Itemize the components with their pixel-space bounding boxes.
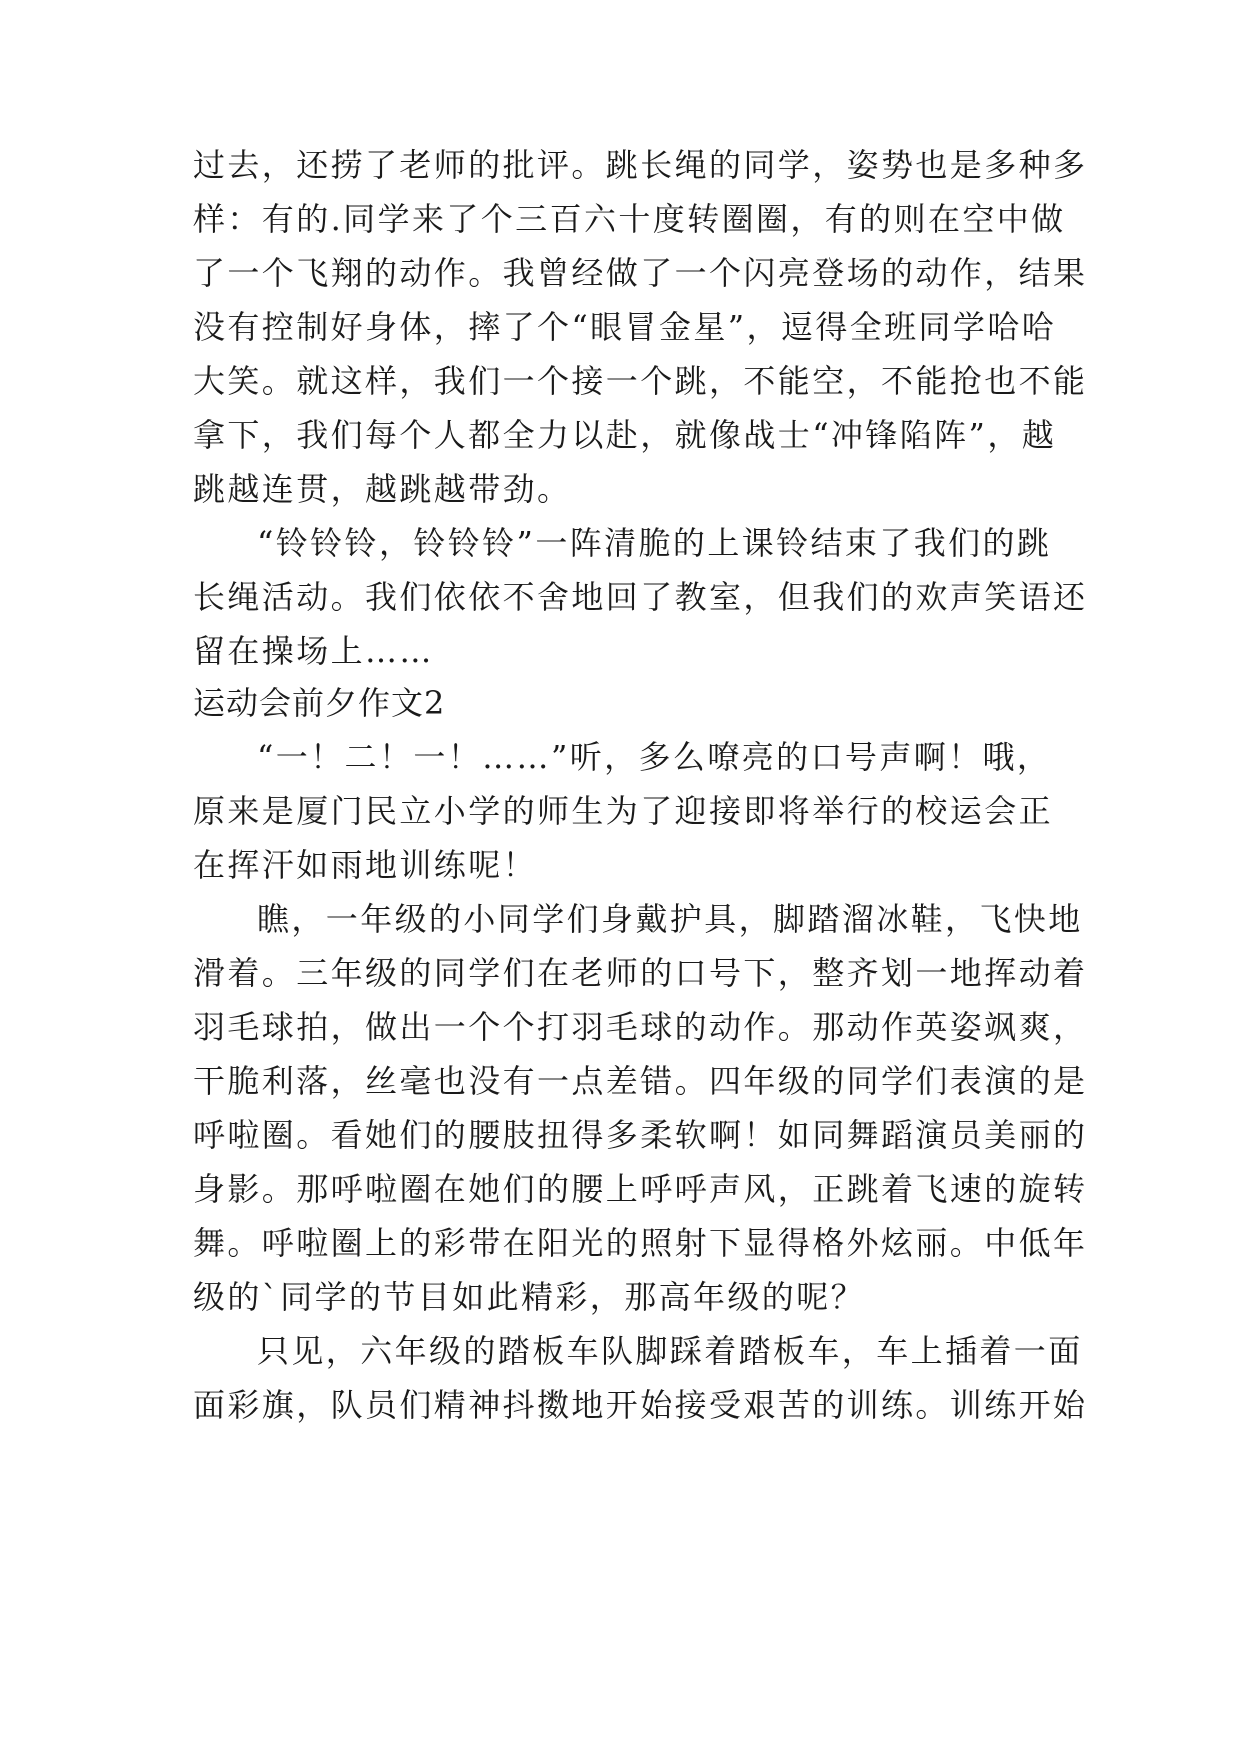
text-line: 级的`同学的节目如此精彩，那高年级的呢？ bbox=[193, 1278, 866, 1316]
text-line: 原来是厦门民立小学的师生为了迎接即将举行的校运会正 bbox=[193, 792, 1054, 830]
paragraph-first-line: “铃铃铃，铃铃铃”一阵清脆的上课铃结束了我们的跳 bbox=[257, 524, 1052, 562]
text-line: 拿下，我们每个人都全力以赴，就像战士“冲锋陷阵”，越 bbox=[193, 416, 1057, 454]
text-line: 滑着。三年级的同学们在老师的口号下，整齐划一地挥动着 bbox=[193, 954, 1088, 992]
text-line: 舞。呼啦圈上的彩带在阳光的照射下显得格外炫丽。中低年 bbox=[193, 1224, 1088, 1262]
text-line: 跳越连贯，越跳越带劲。 bbox=[193, 470, 572, 508]
section-heading: 运动会前夕作文2 bbox=[193, 684, 446, 722]
text-line: 样：有的.同学来了个三百六十度转圈圈，有的则在空中做 bbox=[193, 200, 1066, 238]
text-line: 在挥汗如雨地训练呢！ bbox=[193, 846, 538, 884]
text-line: 长绳活动。我们依依不舍地回了教室，但我们的欢声笑语还 bbox=[193, 578, 1088, 616]
text-line: 了一个飞翔的动作。我曾经做了一个闪亮登场的动作，结果 bbox=[193, 254, 1088, 292]
text-line: 羽毛球拍，做出一个个打羽毛球的动作。那动作英姿飒爽， bbox=[193, 1008, 1088, 1046]
paragraph-first-line: 只见，六年级的踏板车队脚踩着踏板车，车上插着一面 bbox=[257, 1332, 1083, 1370]
text-line: 呼啦圈。看她们的腰肢扭得多柔软啊！如同舞蹈演员美丽的 bbox=[193, 1116, 1088, 1154]
text-line: 身影。那呼啦圈在她们的腰上呼呼声风，正跳着飞速的旋转 bbox=[193, 1170, 1088, 1208]
paragraph-first-line: 瞧，一年级的小同学们身戴护具，脚踏溜冰鞋，飞快地 bbox=[257, 900, 1083, 938]
text-line: 干脆利落，丝毫也没有一点差错。四年级的同学们表演的是 bbox=[193, 1062, 1088, 1100]
paragraph-first-line: “一！二！一！……”听，多么嘹亮的口号声啊！哦， bbox=[257, 738, 1052, 776]
text-line: 过去，还捞了老师的批评。跳长绳的同学，姿势也是多种多 bbox=[193, 146, 1088, 184]
text-line: 没有控制好身体，摔了个“眼冒金星”，逗得全班同学哈哈 bbox=[193, 308, 1057, 346]
text-line: 留在操场上…… bbox=[193, 632, 434, 670]
text-line: 面彩旗，队员们精神抖擞地开始接受艰苦的训练。训练开始 bbox=[193, 1386, 1088, 1424]
text-line: 大笑。就这样，我们一个接一个跳，不能空，不能抢也不能 bbox=[193, 362, 1088, 400]
